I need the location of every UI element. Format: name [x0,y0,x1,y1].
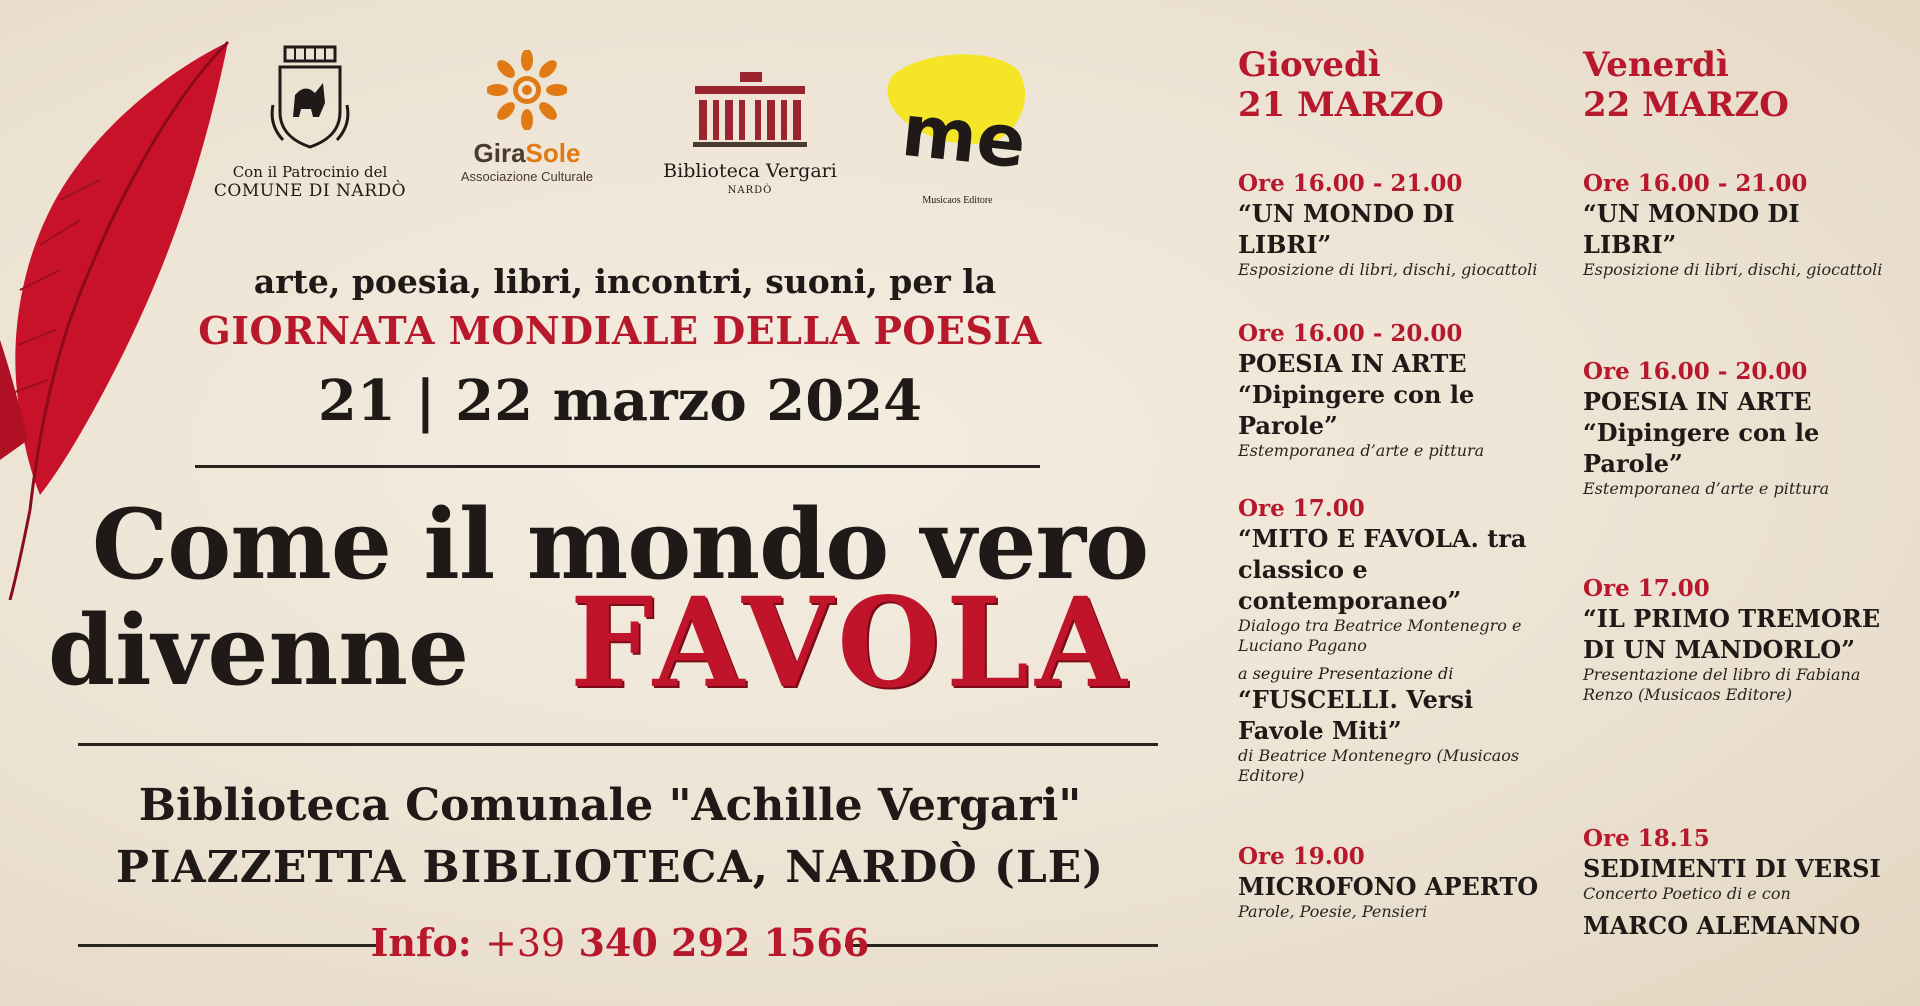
musicaos-me-icon [883,45,1033,195]
program-day-2 [1583,45,1893,940]
day-2-event-3 [1583,575,1893,705]
event-title: MICROFONO APERTO [1238,872,1539,901]
day-1-event-4 [1238,843,1548,922]
info-phone: Info: +39 340 292 1566 [370,920,870,965]
day-1-event-3 [1238,495,1548,786]
event-description: Esposizione di libri, dischi, giocattoli [1238,260,1538,279]
day-2-event-4 [1583,825,1893,941]
event-title: “UN MONDO DI LIBRI” [1583,199,1800,259]
girasole-subtitle: Associazione Culturale [460,169,594,184]
event-description: Parole, Poesie, Pensieri [1238,902,1428,921]
event-title: “IL PRIMO TREMORE DI UN MANDORLO” [1583,604,1881,664]
event-performer: MARCO ALEMANNO [1583,911,1861,940]
day-2-event-1 [1583,170,1893,280]
event-time: Ore 19.00 [1238,843,1365,870]
girasole-name: GiraSole [473,138,581,168]
comune-caption: Con il Patrocinio del [232,163,388,181]
day-1-event-2 [1238,320,1548,461]
title-line-1: Come il mondo vero [91,488,1149,601]
program-day-1 [1238,45,1548,921]
svg-text:me: me [897,87,1030,185]
event-title: SEDIMENTI DI VERSI [1583,854,1881,883]
vergari-name: Biblioteca Vergari [663,160,837,182]
venue-address: PIAZZETTA BIBLIOTECA, NARDÒ (LE) [115,842,1105,893]
day-2-weekday: Venerdì [1583,45,1729,85]
event-time: Ore 16.00 - 20.00 [1238,320,1463,347]
vergari-subtitle: NARDÒ [727,185,773,196]
divider-top [195,465,1040,468]
day-1-date: 21 MARZO [1238,85,1444,125]
event-book-author: di Beatrice Montenegro (Musicaos Editore) [1238,746,1520,785]
day-1-weekday: Giovedì [1238,45,1381,85]
event-followup-note: a seguire Presentazione di [1238,664,1454,683]
biblioteca-vergari-logo [655,70,845,196]
event-time: Ore 16.00 - 20.00 [1583,358,1808,385]
day-2-event-2 [1583,358,1893,499]
event-description: Concerto Poetico di e con [1583,884,1791,903]
musicaos-subtitle: Musicaos Editore [922,195,993,206]
comune-di-nardo-logo [205,45,415,201]
event-title: “UN MONDO DI LIBRI” [1238,199,1455,259]
divider-bottom-left [78,944,378,947]
comune-name: COMUNE DI NARDÒ [213,181,407,201]
divider-middle [78,743,1158,746]
day-1-event-1 [1238,170,1548,280]
library-building-icon [685,70,815,150]
day-2-date: 22 MARZO [1583,85,1789,125]
event-dates: 21 | 22 marzo 2024 [317,368,923,434]
event-description: Esposizione di libri, dischi, giocattoli [1583,260,1883,279]
event-description: Estemporanea d’arte e pittura [1238,441,1485,460]
event-time: Ore 16.00 - 21.00 [1238,170,1463,197]
tagline: arte, poesia, libri, incontri, suoni, per la [253,262,997,301]
event-time: Ore 18.15 [1583,825,1710,852]
sunflower-icon [487,50,567,130]
event-time: Ore 17.00 [1583,575,1710,602]
title-word-favola: FAVOLA [570,569,1133,716]
divider-bottom-right [845,944,1158,947]
event-time: Ore 16.00 - 21.00 [1583,170,1808,197]
coat-of-arms-icon [265,45,355,155]
event-description: Dialogo tra Beatrice Montenegro e Luciano Pagano [1238,616,1522,655]
event-description: Estemporanea d’arte e pittura [1583,479,1830,498]
event-title: POESIA IN ARTE “Dipingere con le Parole” [1583,387,1820,478]
event-book-title: “FUSCELLI. Versi Favole Miti” [1238,685,1474,745]
title-word-divenne: divenne [48,594,470,707]
event-description: Presentazione del libro di Fabiana Renzo (Musicaos Editore) [1583,665,1861,704]
girasole-logo [447,50,607,184]
event-title: POESIA IN ARTE “Dipingere con le Parole” [1238,349,1475,440]
musicaos-editore-logo [880,45,1035,206]
event-name: GIORNATA MONDIALE DELLA POESIA [198,308,1042,353]
venue-name: Biblioteca Comunale "Achille Vergari" [138,780,1082,831]
event-title: “MITO E FAVOLA. tra classico e contemporaneo” [1238,524,1527,615]
event-time: Ore 17.00 [1238,495,1365,522]
